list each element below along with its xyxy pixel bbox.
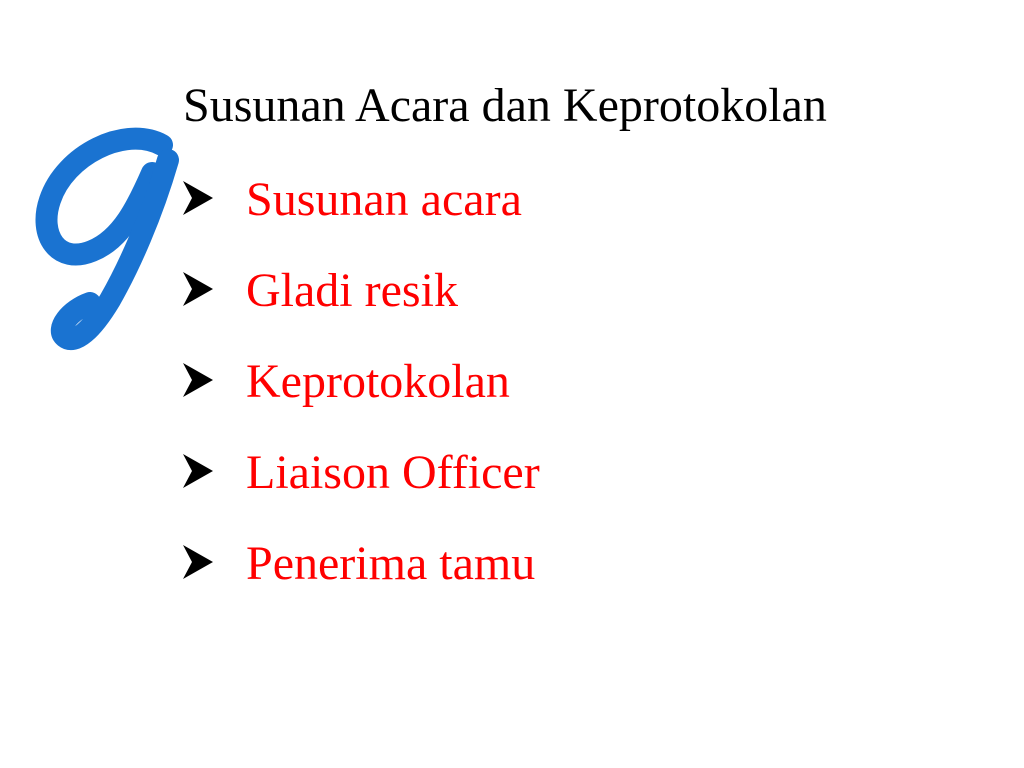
arrowhead-bullet-icon (183, 267, 223, 311)
list-item (183, 352, 540, 443)
list-item (183, 261, 540, 352)
arrowhead-bullet-icon (183, 540, 223, 584)
arrowhead-bullet-icon (183, 358, 223, 402)
list-item-label: Gladi resik (246, 264, 458, 317)
arrowhead-bullet-icon (183, 176, 223, 220)
arrowhead-bullet-icon (183, 449, 223, 493)
list-item-label: Susunan acara (246, 173, 522, 226)
slide-title: Susunan Acara dan Keprotokolan (183, 79, 827, 132)
list-item-label: Keprotokolan (246, 355, 510, 408)
list-item-label: Penerima tamu (246, 537, 536, 590)
list-item-label: Liaison Officer (246, 446, 540, 499)
script-g-logo-icon (30, 125, 190, 360)
list-item (183, 534, 540, 625)
bullet-list (183, 170, 540, 625)
list-item (183, 443, 540, 534)
list-item (183, 170, 540, 261)
